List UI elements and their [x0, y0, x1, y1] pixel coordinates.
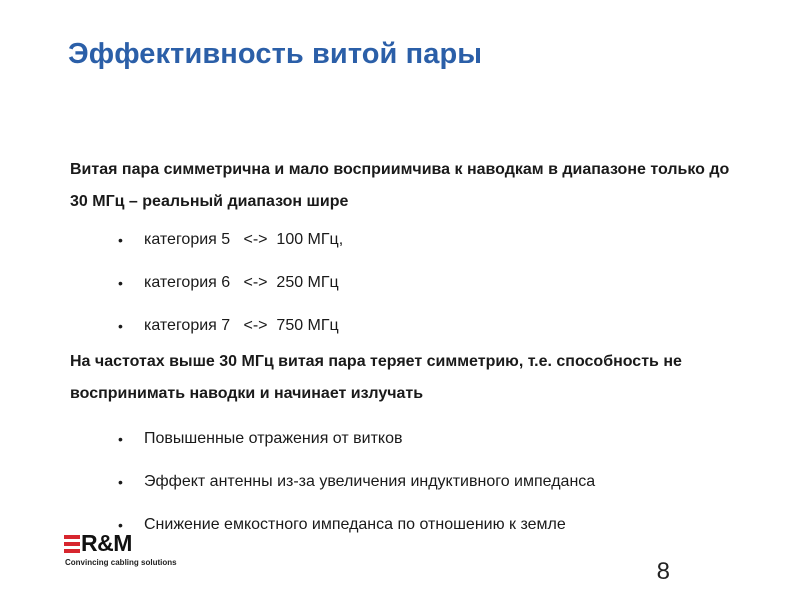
- bullet-icon: •: [118, 431, 123, 447]
- category-item-text: категория 5 <-> 100 МГц,: [144, 231, 344, 248]
- bullet-icon: •: [118, 232, 123, 248]
- effect-item-text: Снижение емкостного импеданса по отношению к земле: [144, 516, 566, 533]
- effect-item-text: Повышенные отражения от витков: [144, 430, 403, 447]
- page-number: 8: [656, 558, 670, 585]
- paragraph-radiation: На частотах выше 30 МГц витая пара теряет симметрию, т.е. способность не воспринимать наводки и начинает излучать: [70, 353, 682, 402]
- bullet-icon: •: [118, 275, 123, 291]
- logo-tagline: Convincing cabling solutions: [65, 558, 177, 567]
- list-item: [118, 230, 343, 273]
- bullet-icon: •: [118, 474, 123, 490]
- bullet-icon: •: [118, 318, 123, 334]
- paragraph-symmetry: Витая пара симметрична и мало восприимчива к наводкам в диапазоне только до 30 МГц – реальный диапазон шире: [70, 161, 730, 210]
- category-item-text: категория 7 <-> 750 МГц: [144, 317, 339, 334]
- bullet-icon: •: [118, 517, 123, 533]
- category-list: [118, 230, 343, 359]
- list-item: [118, 429, 595, 472]
- list-item: [118, 273, 343, 316]
- category-item-text: категория 6 <-> 250 МГц: [144, 274, 339, 291]
- logo-wordmark: R&M: [81, 530, 132, 556]
- logo-bars-icon: [64, 534, 80, 554]
- slide-title: Эффективность витой пары: [68, 38, 483, 70]
- effect-item-text: Эффект антенны из-за увеличения индуктивного импеданса: [144, 473, 596, 490]
- company-logo: [64, 530, 204, 570]
- list-item: [118, 472, 595, 515]
